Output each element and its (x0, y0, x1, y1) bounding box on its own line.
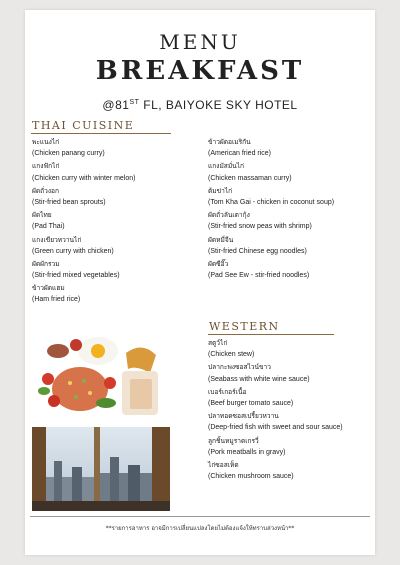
menu-item-thai-name: ผัดถั่วลันเตากุ้ง (208, 211, 250, 220)
menu-item-english-name: (Pad Thai) (32, 223, 65, 231)
menu-item-thai-name: ผัดถั่วงอก (32, 186, 60, 195)
western-column (208, 337, 343, 483)
western-section-rule (208, 334, 334, 335)
western-section-title: WESTERN (209, 320, 280, 333)
menu-item-thai-name: ข้าวผัดแฮม (32, 284, 65, 293)
menu-item-english-name: (American fried rice) (208, 150, 272, 158)
menu-item-thai-name: สตูว์ไก่ (208, 339, 228, 347)
menu-item-thai-name: แกงมัสมั่นไก่ (208, 162, 244, 171)
thai-section-title: THAI CUISINE (32, 119, 135, 132)
location-suffix: FL, BAIYOKE SKY HOTEL (139, 98, 298, 112)
menu-item-english-name: (Pad See Ew - stir-fried noodles) (208, 272, 310, 280)
thai-left-column (32, 136, 135, 307)
menu-item-english-name: (Chicken stew) (208, 351, 255, 359)
menu-item-english-name: (Pork meatballs in gravy) (208, 448, 286, 456)
city-view-photo (32, 427, 170, 511)
menu-item-english-name: (Stir-fried snow peas with shrimp) (208, 223, 312, 231)
menu-item-thai-name: แกงเขียวหวานไก่ (32, 235, 82, 244)
menu-item-english-name: (Green curry with chicken) (32, 247, 114, 255)
menu-item-thai-name: พะแนงไก่ (32, 138, 60, 146)
menu-item-english-name: (Beef burger tomato sauce) (208, 399, 294, 407)
menu-item-thai-name: ปลากะพงซอสไวน์ขาว (208, 363, 271, 372)
menu-item-english-name: (Tom Kha Gai - chicken in coconut soup) (208, 198, 335, 206)
menu-item-thai-name: ลูกชิ้นหมูราดเกรวี่ (208, 436, 259, 445)
menu-item-thai-name: ผัดหมี่จีน (208, 235, 234, 244)
footnote: **รายการอาหาร อาจมีการเปลี่ยนแปลงโดยไม่ต้องแจ้งให้ทราบล่วงหน้า** (105, 525, 295, 532)
menu-item-english-name: (Chicken panang curry) (32, 150, 105, 158)
menu-item-english-name: (Seabass with white wine sauce) (208, 375, 310, 383)
thai-section-rule (31, 133, 171, 134)
menu-title: MENU (159, 30, 241, 54)
menu-item-english-name: (Ham fried rice) (32, 296, 81, 304)
thai-right-column (208, 136, 334, 282)
menu-item-thai-name: ข้าวผัดอเมริกัน (208, 138, 251, 146)
location-sup: ST (129, 99, 140, 106)
menu-item-english-name: (Chicken massaman curry) (208, 174, 292, 182)
menu-item-thai-name: ผัดไทย (32, 211, 52, 220)
menu-item-thai-name: ปลาทอดซอสเปรี้ยวหวาน (208, 412, 279, 421)
menu-item-english-name: (Chicken curry with winter melon) (32, 174, 136, 182)
menu-item-thai-name: ต้มข่าไก่ (208, 186, 233, 195)
menu-item-thai-name: ผัดซีอิ๊ว (208, 259, 229, 268)
bottom-rule (30, 516, 370, 517)
menu-item-thai-name: แกงฟักไก่ (32, 162, 60, 171)
menu-item-thai-name: ไก่ซอสเห็ด (208, 460, 239, 469)
menu-item-english-name: (Deep-fried fish with sweet and sour sauce) (208, 424, 343, 432)
menu-item-english-name: (Stir-fried Chinese egg noodles) (208, 247, 307, 255)
breakfast-plate-photo (32, 333, 170, 425)
location-prefix: @81 (102, 98, 130, 112)
menu-item-english-name: (Chicken mushroom sauce) (208, 473, 294, 481)
breakfast-title: BREAKFAST (95, 56, 305, 86)
menu-item-thai-name: เบอร์เกอร์เนื้อ (208, 387, 247, 396)
location-line (25, 98, 375, 112)
menu-item-thai-name: ผัดผักรวม (32, 259, 60, 268)
menu-item-english-name: (Stir-fried mixed vegetables) (32, 272, 120, 280)
menu-item-english-name: (Stir-fried bean sprouts) (32, 198, 106, 206)
